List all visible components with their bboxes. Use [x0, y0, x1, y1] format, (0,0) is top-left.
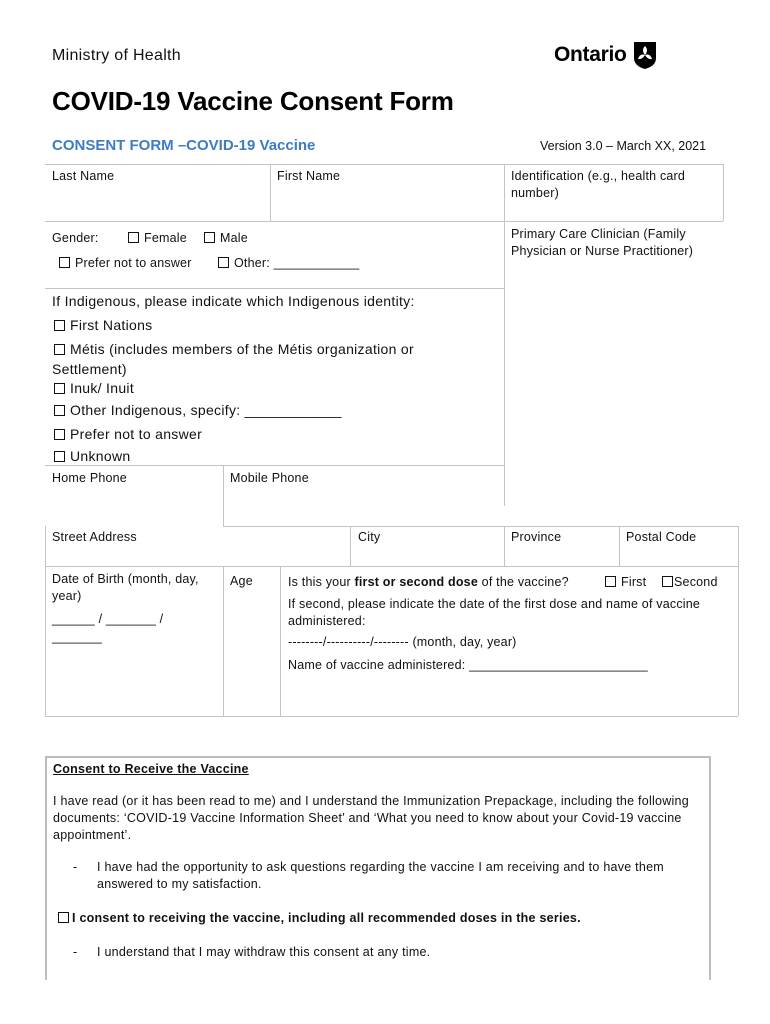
- option-label: Prefer not to answer: [70, 426, 203, 442]
- option-label: Other Indigenous, specify: ____________: [70, 402, 342, 418]
- bullet-dash: -: [73, 945, 78, 959]
- indigenous-option[interactable]: [54, 426, 202, 442]
- dob-blank[interactable]: ______ / _______ / _______: [52, 612, 164, 644]
- identification-label: Identification (e.g., health card number): [511, 169, 686, 200]
- vaccine-name-blank[interactable]: Name of vaccine administered: _________________________: [288, 658, 648, 672]
- dose-question-bold: first or second dose: [354, 575, 478, 589]
- option-label: Male: [220, 231, 248, 245]
- divider: [223, 526, 738, 527]
- home-phone-label: Home Phone: [52, 471, 127, 485]
- gender-male-option[interactable]: [204, 230, 248, 247]
- indigenous-option[interactable]: [54, 402, 342, 418]
- ministry-label: Ministry of Health: [52, 47, 181, 64]
- divider: [738, 526, 739, 716]
- dose-question-text: Is this your: [288, 575, 355, 589]
- divider: [45, 526, 46, 716]
- gender-female-option[interactable]: [128, 230, 187, 247]
- dose-first-option[interactable]: [605, 574, 646, 591]
- city-label: City: [358, 530, 381, 544]
- option-label: Second: [674, 575, 718, 589]
- divider: [723, 164, 724, 221]
- logo-text: Ontario: [554, 43, 627, 66]
- divider: [45, 566, 738, 567]
- option-label: First Nations: [70, 317, 153, 333]
- divider: [504, 164, 505, 506]
- indigenous-option[interactable]: [54, 380, 134, 396]
- indigenous-prompt: If Indigenous, please indicate which Indigenous identity:: [52, 293, 415, 309]
- province-label: Province: [511, 530, 562, 544]
- dose-second-option[interactable]: [662, 574, 718, 591]
- option-label: Inuk/ Inuit: [70, 380, 135, 396]
- option-label: Prefer not to answer: [75, 256, 192, 270]
- divider: [45, 221, 723, 222]
- checkbox[interactable]: [662, 576, 673, 587]
- dose-question: [288, 574, 569, 591]
- checkbox[interactable]: [54, 405, 65, 416]
- checkbox[interactable]: [54, 429, 65, 440]
- option-label: First: [621, 575, 647, 589]
- option-label: Other: ____________: [234, 256, 360, 270]
- checkbox[interactable]: [54, 344, 65, 355]
- indigenous-option[interactable]: [52, 339, 472, 379]
- checkbox[interactable]: [605, 576, 616, 587]
- divider: [223, 566, 224, 716]
- first-dose-date-blank[interactable]: --------/----------/-------- (month, day, year): [288, 635, 517, 649]
- consent-heading: Consent to Receive the Vaccine: [53, 762, 249, 776]
- divider: [504, 526, 505, 566]
- divider: [350, 526, 351, 566]
- postal-code-label: Postal Code: [626, 530, 697, 544]
- option-label: Unknown: [70, 448, 131, 464]
- trillium-icon: [632, 40, 658, 70]
- divider: [45, 716, 738, 717]
- checkbox[interactable]: [204, 232, 215, 243]
- checkbox[interactable]: [128, 232, 139, 243]
- checkbox[interactable]: [58, 912, 69, 923]
- indigenous-option[interactable]: [54, 317, 152, 333]
- gender-label: Gender:: [52, 231, 99, 245]
- checkbox[interactable]: [218, 257, 229, 268]
- consent-bullet: I understand that I may withdraw this consent at any time.: [97, 945, 431, 959]
- street-address-label: Street Address: [52, 530, 137, 544]
- checkbox[interactable]: [54, 383, 65, 394]
- divider: [223, 465, 224, 526]
- gender-other-option[interactable]: [218, 255, 359, 272]
- divider: [280, 566, 281, 716]
- divider: [45, 288, 504, 289]
- last-name-label: Last Name: [52, 169, 115, 183]
- first-name-label: First Name: [277, 169, 341, 183]
- page-title: COVID-19 Vaccine Consent Form: [52, 86, 454, 116]
- option-label: Métis (includes members of the Métis organization or Settlement): [52, 341, 414, 377]
- second-dose-prompt: If second, please indicate the date of the first dose and name of vaccine administered:: [288, 597, 701, 628]
- checkbox[interactable]: [54, 451, 65, 462]
- consent-paragraph: I have read (or it has been read to me) and I understand the Immunization Prepackage, including the following documents: ‘COVID-19 Vaccine Information Sheet’ and ‘What you need to know about your Covid-19 vaccine appointment’.: [53, 794, 689, 842]
- primary-care-label: Primary Care Clinician (Family Physician or Nurse Practitioner): [511, 227, 694, 258]
- divider: [619, 526, 620, 566]
- age-label: Age: [230, 574, 253, 588]
- version-label: Version 3.0 – March XX, 2021: [540, 139, 707, 153]
- divider: [270, 164, 271, 221]
- option-label: Female: [144, 231, 187, 245]
- ontario-logo: [554, 40, 658, 70]
- mobile-phone-label: Mobile Phone: [230, 471, 309, 485]
- checkbox[interactable]: [54, 320, 65, 331]
- consent-statement: I consent to receiving the vaccine, including all recommended doses in the series.: [72, 911, 581, 925]
- indigenous-option[interactable]: [54, 448, 130, 464]
- checkbox[interactable]: [59, 257, 70, 268]
- dose-question-text: of the vaccine?: [478, 575, 569, 589]
- bullet-dash: -: [73, 860, 78, 874]
- form-subtitle: CONSENT FORM –COVID-19 Vaccine: [52, 137, 316, 154]
- divider: [45, 465, 504, 466]
- divider: [45, 164, 723, 165]
- dob-label: Date of Birth (month, day, year): [52, 572, 199, 603]
- consent-checkbox-item[interactable]: [58, 910, 581, 927]
- gender-prefer-option[interactable]: [59, 255, 192, 272]
- consent-bullet: I have had the opportunity to ask questions regarding the vaccine I am receiving and to have them answered to my satisfaction.: [97, 860, 664, 891]
